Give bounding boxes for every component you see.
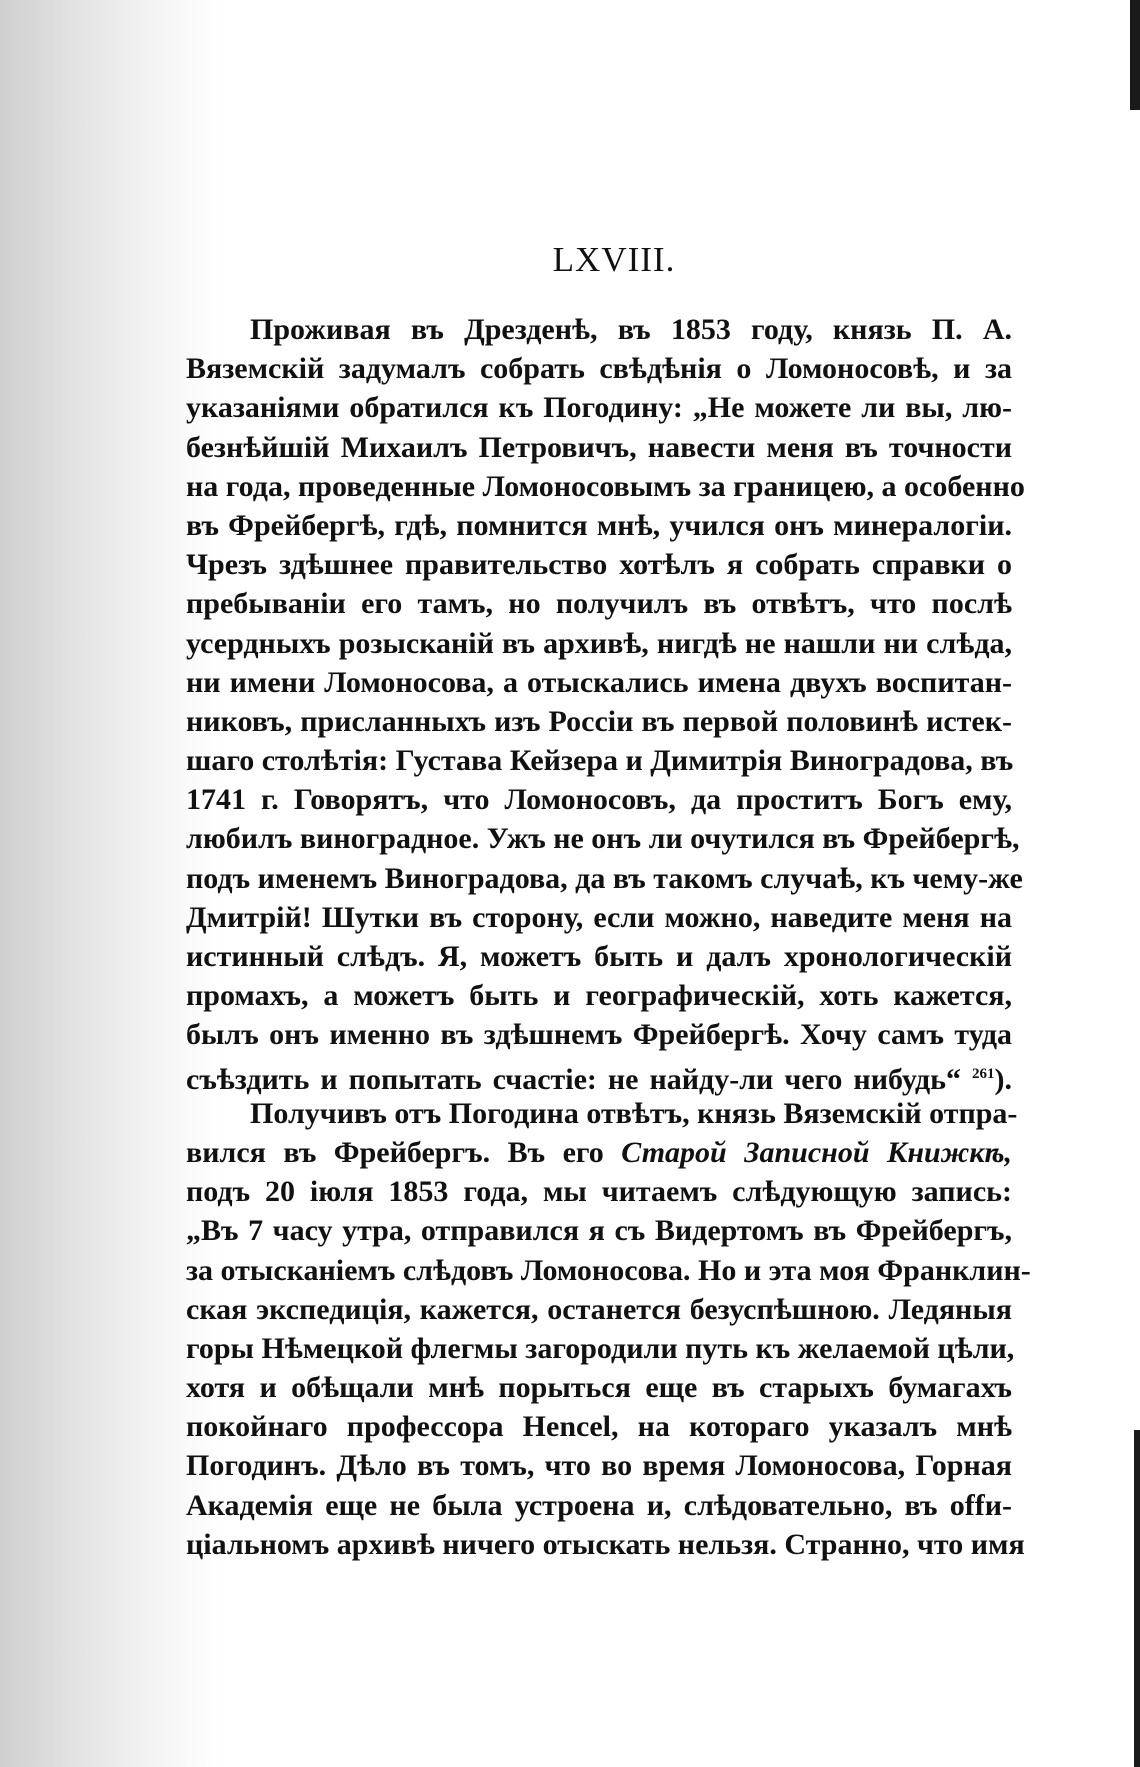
italic-title: Старой Записной Книжкѣ, [621, 1135, 1012, 1169]
text-line: въ Фрейбергѣ, гдѣ, помнится мнѣ, учился онъ минералогіи. [186, 508, 1012, 542]
chapter-number: LXVIII. [552, 240, 676, 279]
text-line-with-title [186, 1133, 1012, 1172]
text-line: Погодинъ. Дѣло въ томъ, что во время Ломоносова, Горная [186, 1449, 1012, 1483]
page-right-edge [1118, 0, 1140, 1767]
text-line-with-footnote [186, 1055, 1012, 1094]
text-fragment: съѣздить и попытать счастіе: не найду-ли чего нибудь“ [186, 1062, 962, 1096]
footnote-ref: 261 [972, 1065, 995, 1082]
text-line: Получивъ отъ Погодина отвѣтъ, князь Вяземскій отпра- [250, 1096, 1018, 1130]
edge-mark-bottom [1134, 1430, 1140, 1767]
page-content [186, 240, 1031, 1564]
text-line: шаго столѣтія: Густава Кейзера и Димитрія Виноградова, въ [186, 744, 1014, 778]
text-line: ни имени Ломоносова, а отыскались имена двухъ воспитан- [186, 665, 1012, 699]
text-line: подъ именемъ Виноградова, да въ такомъ случаѣ, къ чему-же [186, 861, 1023, 895]
closing-punctuation: ). [994, 1062, 1013, 1096]
paragraph-1 [186, 310, 1025, 1096]
text-line: покойнаго профессора Hencel, на котораго указалъ мнѣ [186, 1410, 1012, 1444]
text-line: за отысканіемъ слѣдовъ Ломоносова. Но и эта моя Франклин- [186, 1253, 1031, 1287]
text-line: Вяземскій задумалъ собрать свѣдѣнія о Ломоносовѣ, и за [186, 352, 1012, 386]
text-line: никовъ, присланныхъ изъ Россіи въ первой половинѣ истек- [186, 704, 1012, 738]
text-line: ціальномъ архивѣ ничего отыскать нельзя. Странно, что имя [186, 1527, 1025, 1561]
text-line: ская экспедиція, кажется, останется безуспѣшною. Ледяныя [186, 1292, 1012, 1326]
text-line: усердныхъ розысканій въ архивѣ, нигдѣ не нашли ни слѣда, [186, 626, 1012, 660]
text-line: горы Нѣмецкой флегмы загородили путь къ желаемой цѣли, [186, 1331, 1015, 1365]
text-fragment: вился въ Фрейбергъ. Въ его [186, 1135, 604, 1169]
text-line: указаніями обратился къ Погодину: „Не можете ли вы, лю- [186, 391, 1012, 425]
edge-mark-top [1130, 0, 1140, 110]
text-line: безнѣйшій Михаилъ Петровичъ, навести меня въ точности [186, 430, 1012, 464]
text-line: „Въ 7 часу утра, отправился я съ Видертомъ въ Фрейбергъ, [186, 1214, 1012, 1248]
text-line: хотя и обѣщали мнѣ порыться еще въ старыхъ бумагахъ [186, 1371, 1012, 1405]
text-line: Проживая въ Дрезденѣ, въ 1853 году, князь П. А. [250, 313, 1012, 346]
text-line: Чрезъ здѣшнее правительство хотѣлъ я собрать справки о [186, 548, 1012, 582]
text-line: Академія еще не была устроена и, слѣдовательно, въ offи- [186, 1488, 1012, 1522]
text-line: былъ онъ именно въ здѣшнемъ Фрейбергѣ. Хочу самъ туда [186, 1018, 1012, 1052]
text-line: 1741 г. Говорятъ, что Ломоносовъ, да проститъ Богъ ему, [186, 783, 1012, 817]
text-line: промахъ, а можетъ быть и географическій, хоть кажется, [186, 979, 1012, 1013]
text-line: на года, проведенные Ломоносовымъ за границею, а особенно [186, 469, 1025, 503]
text-line: подъ 20 іюля 1853 года, мы читаемъ слѣдующую запись: [186, 1175, 1012, 1209]
text-line: истинный слѣдъ. Я, можетъ быть и далъ хронологическій [186, 940, 1012, 973]
text-line: любилъ виноградное. Ужъ не онъ ли очутился въ Фрейбергѣ, [186, 822, 1020, 856]
paragraph-2 [186, 1094, 1031, 1564]
text-line: Дмитрій! Шутки въ сторону, если можно, наведите меня на [186, 900, 1012, 934]
text-line: пребываніи его тамъ, но получилъ въ отвѣтъ, что послѣ [186, 587, 1012, 621]
